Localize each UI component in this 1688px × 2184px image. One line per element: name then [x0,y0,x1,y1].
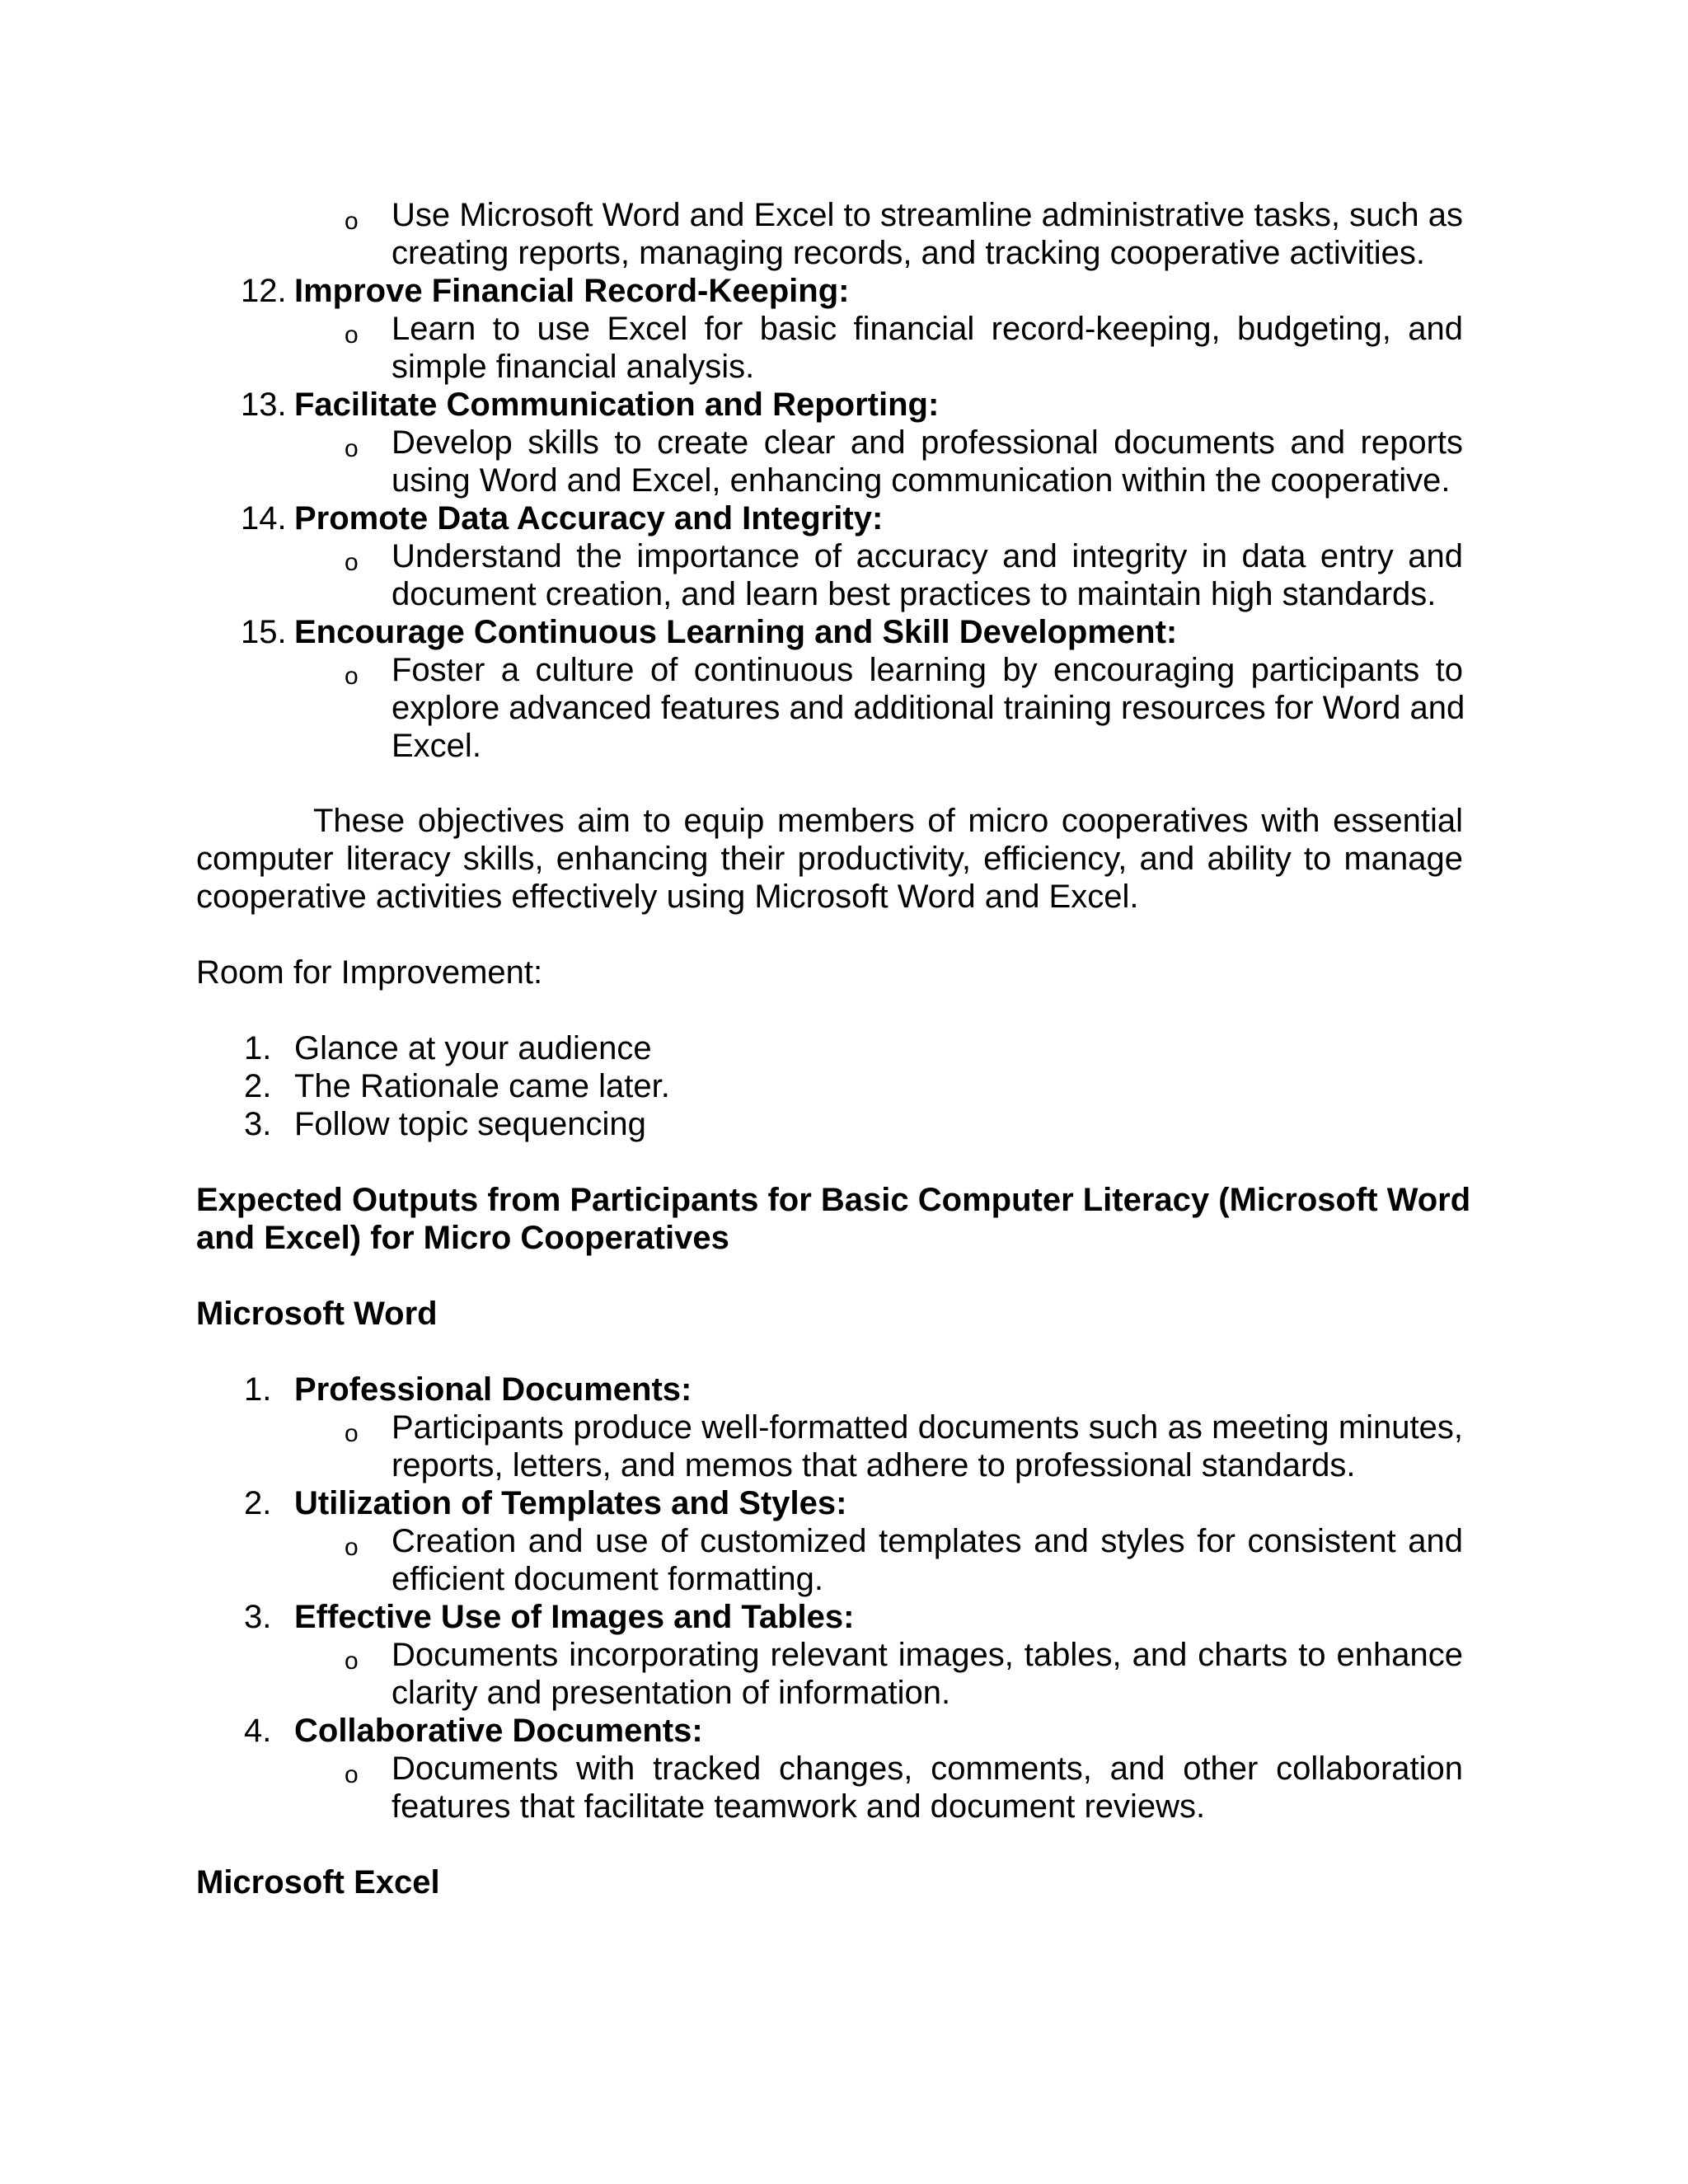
objective-text-line: creating reports, managing records, and tracking cooperative activities. [392,235,1425,271]
output-text-line: clarity and presentation of information. [392,1675,951,1711]
output-number: 1. [244,1371,272,1408]
output-heading: Utilization of Templates and Styles: [294,1485,847,1521]
objective-text-line: Use Microsoft Word and Excel to streamline administrative tasks, such as [392,197,1463,233]
objective-number: 14. [241,500,287,537]
objective-heading: Encourage Continuous Learning and Skill Development: [294,614,1178,650]
objective-text-line: simple financial analysis. [392,349,755,385]
summary-paragraph-line: These objectives aim to equip members of micro cooperatives with essential [313,803,1463,839]
objective-number: 12. [241,273,287,309]
objective-text-line: using Word and Excel, enhancing communication within the cooperative. [392,462,1451,499]
output-text-line: Creation and use of customized templates and styles for consistent and [392,1523,1463,1559]
objective-text-line: document creation, and learn best practices to maintain high standards. [392,576,1437,612]
objective-text-line: Excel. [392,728,481,764]
excel-section-title: Microsoft Excel [196,1864,440,1900]
improvement-item: The Rationale came later. [294,1068,670,1104]
improvement-item: Glance at your audience [294,1030,652,1066]
objective-number: 15. [241,614,287,650]
output-number: 4. [244,1713,272,1749]
output-heading: Professional Documents: [294,1371,692,1408]
output-number: 3. [244,1599,272,1635]
summary-paragraph-line: computer literacy skills, enhancing their productivity, efficiency, and ability to manage [196,841,1463,877]
outputs-heading-line: Expected Outputs from Participants for Basic Computer Literacy (Microsoft Word [196,1182,1471,1218]
output-text-line: reports, letters, and memos that adhere to professional standards. [392,1447,1356,1483]
output-heading: Collaborative Documents: [294,1713,703,1749]
improvement-item: Follow topic sequencing [294,1106,646,1142]
word-section-title: Microsoft Word [196,1296,438,1332]
bullet-icon: o [345,663,359,690]
output-number: 2. [244,1485,272,1521]
output-text-line: Participants produce well-formatted documents such as meeting minutes, [392,1409,1463,1446]
summary-paragraph-line: cooperative activities effectively using Microsoft Word and Excel. [196,879,1139,915]
objective-heading: Promote Data Accuracy and Integrity: [294,500,884,537]
improvement-number: 3. [244,1106,272,1142]
objective-heading: Improve Financial Record-Keeping: [294,273,850,309]
objective-text-line: Foster a culture of continuous learning by encouraging participants to [392,652,1463,688]
objective-number: 13. [241,387,287,423]
objective-heading: Facilitate Communication and Reporting: [294,387,940,423]
output-text-line: Documents with tracked changes, comments, and other collaboration [392,1750,1463,1787]
outputs-heading-line: and Excel) for Micro Cooperatives [196,1220,729,1256]
improvement-title: Room for Improvement: [196,954,543,991]
bullet-icon: o [345,1534,359,1561]
bullet-icon: o [345,1761,359,1788]
output-text-line: Documents incorporating relevant images, tables, and charts to enhance [392,1637,1463,1673]
objective-text-line: Develop skills to create clear and professional documents and reports [392,424,1463,461]
bullet-icon: o [345,321,359,349]
bullet-icon: o [345,435,359,462]
objective-text-line: Understand the importance of accuracy and integrity in data entry and [392,538,1463,574]
output-heading: Effective Use of Images and Tables: [294,1599,855,1635]
output-text-line: efficient document formatting. [392,1561,823,1597]
improvement-number: 2. [244,1068,272,1104]
bullet-icon: o [345,1647,359,1675]
output-text-line: features that facilitate teamwork and document reviews. [392,1788,1206,1825]
bullet-icon: o [345,208,359,235]
objective-text-line: explore advanced features and additional training resources for Word and [392,690,1465,726]
objective-text-line: Learn to use Excel for basic financial record-keeping, budgeting, and [392,311,1463,347]
improvement-number: 1. [244,1030,272,1066]
bullet-icon: o [345,1420,359,1447]
bullet-icon: o [345,549,359,576]
